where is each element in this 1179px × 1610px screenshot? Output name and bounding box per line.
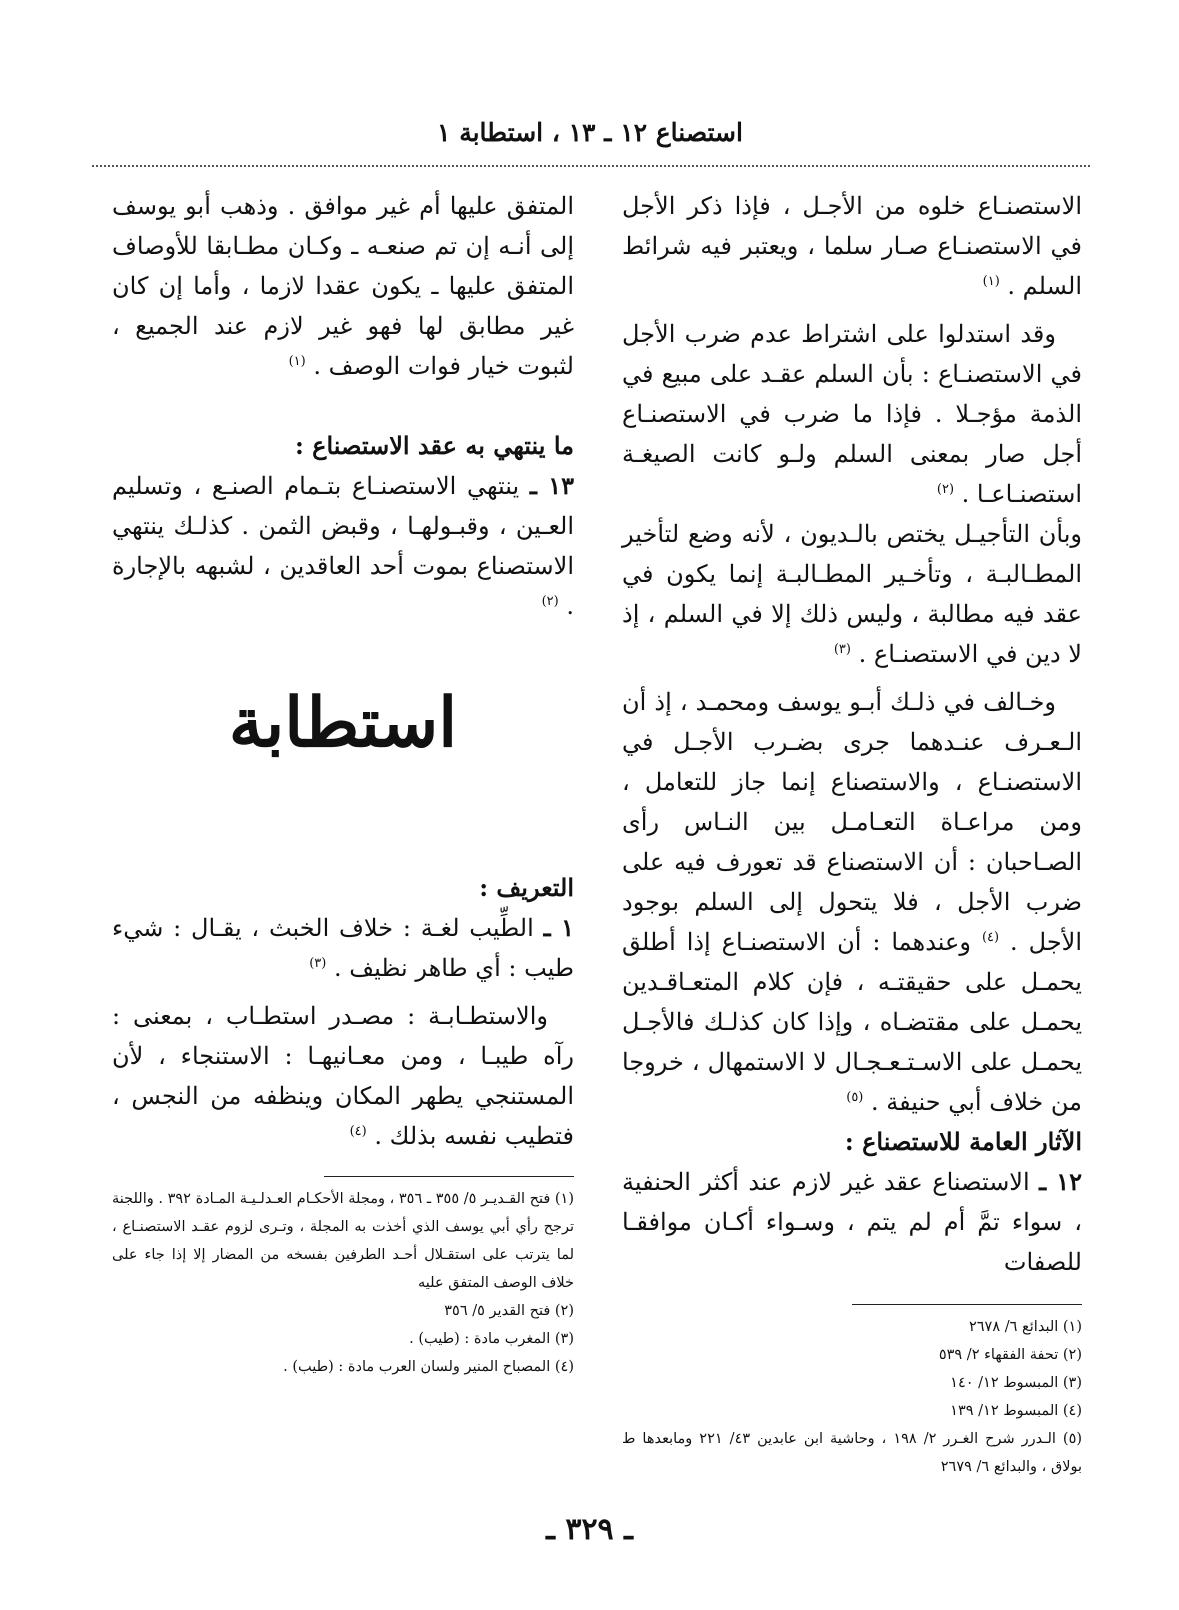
- header-divider: [92, 165, 1090, 167]
- footnote-divider: [324, 1176, 574, 1177]
- paragraph: ١٢ ـ الاستصناع عقد غير لازم عند أكثر الحنفية ، سواء تمَّ أم لم يتم ، وسـواء أكـان موافقـا للصفات: [622, 1167, 1082, 1276]
- right-column: [622, 186, 1082, 1481]
- footnote: (٢) فتح القدير ٥/ ٣٥٦: [444, 1303, 574, 1319]
- footnote: (٣) المغرب مادة : (طيب) .: [409, 1331, 574, 1347]
- footnote: (٥) الـدرر شرح الغـرر ٢/ ١٩٨ ، وحاشية ابن عابدين ٤٣/ ٢٢١ ومابعدها ط بولاق ، والبدائع ٦/ ٢٦٧٩: [622, 1431, 1083, 1475]
- footnote-ref: (١): [982, 274, 1000, 289]
- footnote-ref: (٣): [833, 642, 851, 657]
- section-heading: ما ينتهي به عقد الاستصناع :: [294, 431, 574, 460]
- footnotes: [622, 1313, 1082, 1481]
- footnote: (٢) تحفة الفقهاء ٢/ ٥٣٩: [938, 1347, 1082, 1363]
- footnote-ref: (٢): [541, 594, 559, 609]
- footnote-ref: (٥): [846, 1090, 864, 1105]
- footnote: (٤) المبسوط ١٢/ ١٣٩: [950, 1403, 1082, 1419]
- footnote-divider: [852, 1304, 1082, 1305]
- paragraph: ١ ـ الطِّيب لغـة : خلاف الخبث ، يقـال : شيء طيب : أي طاهر نظيف . $^{(٣)}$: [112, 913, 575, 982]
- paragraph: وقد استدلوا على اشتراط عدم ضرب الأجل في الاستصنـاع : بأن السلم عقـد على مبيع في الذمة مؤجـلا . فإذا ما ضرب في الاستصنـاع أجل صار بمعنى السلم ولـو كانت الصيغـة استصنـاعـا . $^{(٢)}$: [622, 320, 1082, 508]
- footnote: (١) فتح القـديـر ٥/ ٣٥٥ ـ ٣٥٦ ، ومجلة الأحكـام العـدلـيـة المـادة ٣٩٢ . واللجنة ترجح رأي أبي يوسف الذي أخذت به المجلة ، وتـرى لزوم عقـد الاستصنـاع ، لما يترتب على استقـلال أحـد الطرفين بفسخه من المضار إلا إذا جاء على خلاف الوصف المتفق عليه: [112, 1191, 575, 1291]
- footnote-ref: (٣): [309, 956, 327, 971]
- paragraph: ١٣ ـ ينتهي الاستصنـاع بتـمام الصنـع ، وتسليم العـين ، وقبـولهـا ، وقبض الثمن . كذلـك ينتهي الاستصناع بموت أحد العاقدين ، لشبهه بالإجارة . $^{(٢)}$: [112, 471, 574, 620]
- paragraph-number: ١٣ ـ: [529, 471, 574, 500]
- footnote: (٣) المبسوط ١٢/ ١٤٠: [950, 1375, 1082, 1391]
- running-head: استصناع ١٢ ـ ١٣ ، استطابة ١: [437, 118, 743, 147]
- footnote: (٤) المصباح المنير ولسان العرب مادة : (طيب) .: [283, 1359, 574, 1375]
- footnote-ref: (١): [288, 354, 306, 369]
- paragraph: والاستطـابـة : مصـدر استطـاب ، بمعنى : رآه طيبـا ، ومن معـانيهـا : الاستنجاء ، لأن المستنجي يطهر المكان وينظفه من النجس ، فتطيب نفسه بذلك . $^{(٤)}$: [112, 1002, 574, 1150]
- footnote: (١) البدائع ٦/ ٢٦٧٨: [968, 1319, 1082, 1335]
- footnote-ref: (٤): [981, 930, 1000, 945]
- paragraph-number: ١٢ ـ: [1039, 1167, 1082, 1196]
- section-heading: التعريف :: [479, 873, 574, 902]
- paragraph-number: ١ ـ: [543, 913, 575, 942]
- footnote-ref: (٤): [349, 1124, 367, 1139]
- section-heading: الآثار العامة للاستصناع :: [844, 1127, 1082, 1156]
- left-column: [112, 186, 574, 1381]
- entry-title: استطابة: [228, 683, 458, 763]
- paragraph: وخـالف في ذلـك أبـو يوسف ومحمـد ، إذ أن الـعـرف عنـدهما جرى بضـرب الأجـل في الاستصنـاع ، والاستصناع إنما جاز للتعامل ، ومن مراعـاة التعـامـل بين النـاس رأى الصـاحبان : أن الاستصناع قد تعورف فيه على ضرب الأجل ، فلا يتحول إلى السلم بوجود الأجل . $^{(٤)}$ وعندهما : أن الاستصنـاع إذا أطلق يحمـل على حقيقتـه ، فإن كلام المتعـاقـدين يحمـل على مقتضـاه ، وإذا كان كذلـك فالأجـل يحمـل على الاسـتـعـجـال لا الاستمهال ، خروجا من خلاف أبي حنيفة . $^{(٥)}$: [622, 688, 1083, 1116]
- page-number: ـ ٣٢٩ ـ: [546, 1512, 633, 1547]
- footnote-ref: (٢): [936, 482, 955, 497]
- paragraph: الاستصنـاع خلوه من الأجـل ، فإذا ذكر الأجل في الاستصنـاع صـار سلما ، ويعتبر فيه شرائط السلم . $^{(١)}$: [622, 192, 1082, 300]
- paragraph: المتفق عليها أم غير موافق . وذهب أبو يوسف إلى أنـه إن تم صنعـه ـ وكـان مطـابقا للأوصاف المتفق عليها ـ يكون عقدا لازما ، وأما إن كان غير مطابق لها فهو غير لازم عند الجميع ، لثبوت خيار فوات الوصف . $^{(١)}$: [112, 192, 574, 380]
- paragraph: وبأن التأجيـل يختص بالـديون ، لأنه وضع لتأخير المطـالبـة ، وتأخـير المطـالبـة إنما يكون في عقد فيه مطالبة ، وليس ذلك إلا في السلم ، إذ لا دين في الاستصنـاع . $^{(٣)}$: [622, 520, 1082, 668]
- footnotes: [112, 1185, 574, 1381]
